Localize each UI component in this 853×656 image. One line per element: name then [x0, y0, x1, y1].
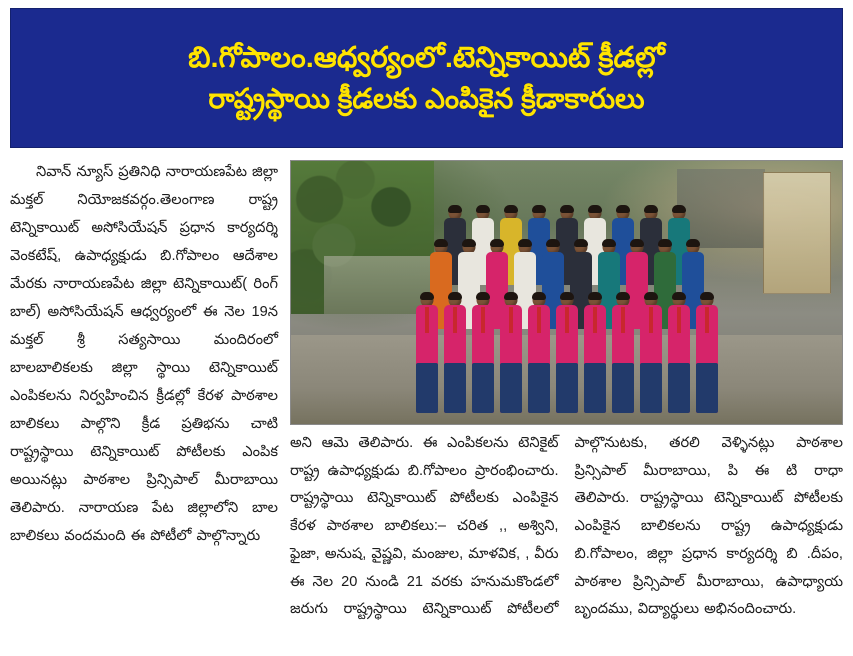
person-figure — [694, 293, 720, 414]
person-figure — [610, 293, 636, 414]
person-figure — [414, 293, 440, 414]
headline-line-2: రాష్ట్రస్థాయి క్రీడలకు ఎంపికైన క్రీడాకారులు — [208, 82, 645, 114]
headline-line-1: బి.గోపాలం.ఆధ్వర్యంలో.టెన్నికాయిట్ క్రీడల్లో — [188, 41, 665, 74]
person-figure — [554, 293, 580, 414]
article-column-right — [290, 430, 843, 642]
article-paragraph-right: అని ఆమె తెలిపారు. ఈ ఎంపికలను టెనికైట్ రాష్ట్ర ఉపాధ్యక్షుడు బి.గోపాలం ప్రారంభించారు. రాష్ట్రస్థాయి టెన్నికాయిట్ పోటీలకు ఎంపికైన కేరళ పాఠశాల బాలికలు:– చరిత ,, అశ్విని, ఫైజా, అనుష, వైష్ణవి, మంజుల, మాళవిక, , వీరు ఈ నెల 20 నుండి 21 వరకు హనుమకొండలో జరుగు రాష్ట్రస్థాయి టెన్నికాయిట్ పోటీలలో పాల్గొనుటకు, తరలి వెళ్ళినట్లు పాఠశాల ప్రిన్సిపాల్ మీరాబాయి, పి ఈ టి రాధా తెలిపారు. రాష్ట్రస్థాయి టెన్నికాయిట్ పోటీలకు ఎంపికైన బాలికలను రాష్ట్ర ఉపాధ్యక్షుడు బి.గోపాలం, జిల్లా ప్రధాన కార్యదర్శి బి .దీపం, పాఠశాల ప్రిన్సిపాల్ మీరాబాయి, ఉపాధ్యాయ బృందము, విద్యార్థులు అభినందించారు. — [290, 435, 843, 618]
headline-banner — [10, 8, 843, 148]
article-column-left — [10, 158, 278, 641]
photo-row-front — [291, 293, 842, 414]
group-photo-image — [291, 161, 842, 424]
article-body — [10, 158, 843, 648]
person-figure — [498, 293, 524, 414]
person-figure — [638, 293, 664, 414]
article-paragraph-left: నివాన్ న్యూస్ ప్రతినిధి నారాయణపేట జిల్లా మక్తల్ నియోజకవర్గం.తెలంగాణ రాష్ట్ర టెన్నికాయిట్ అసోసియేషన్ ప్రధాన కార్యదర్శి వెంకటేష్, ఉపాధ్యక్షుడు బి.గోపాలం ఆదేశాల మేరకు నారాయణపేట జిల్లా టెన్నికాయిట్( రింగ్ బాల్) అసోసియేషన్ ఆధ్వర్యంలో ఈ నెల 19న మక్తల్ శ్రీ సత్యసాయి మందిరంలో బాలబాలికలకు జిల్లా స్థాయి టెన్నికాయిట్ ఎంపికలను నిర్వహించిన క్రీడల్లో కేరళ పాఠశాల బాలికలు పాల్గొని క్రీడ ప్రతిభను చాటి రాష్ట్రస్థాయి టెన్నికాయిట్ పోటీలకు ఎంపిక అయినట్లు పాఠశాల ప్రిన్సిపాల్ మీరాబాయి తెలిపారు. నారాయణ పేట జిల్లాలోని బాల బాలికలు వందమంది ఈ పోటీలో పాల్గొన్నారు — [10, 164, 278, 545]
group-photo — [290, 160, 843, 425]
person-figure — [582, 293, 608, 414]
article-two-column-flow — [290, 430, 843, 642]
person-figure — [442, 293, 468, 414]
person-figure — [666, 293, 692, 414]
person-figure — [470, 293, 496, 414]
person-figure — [526, 293, 552, 414]
